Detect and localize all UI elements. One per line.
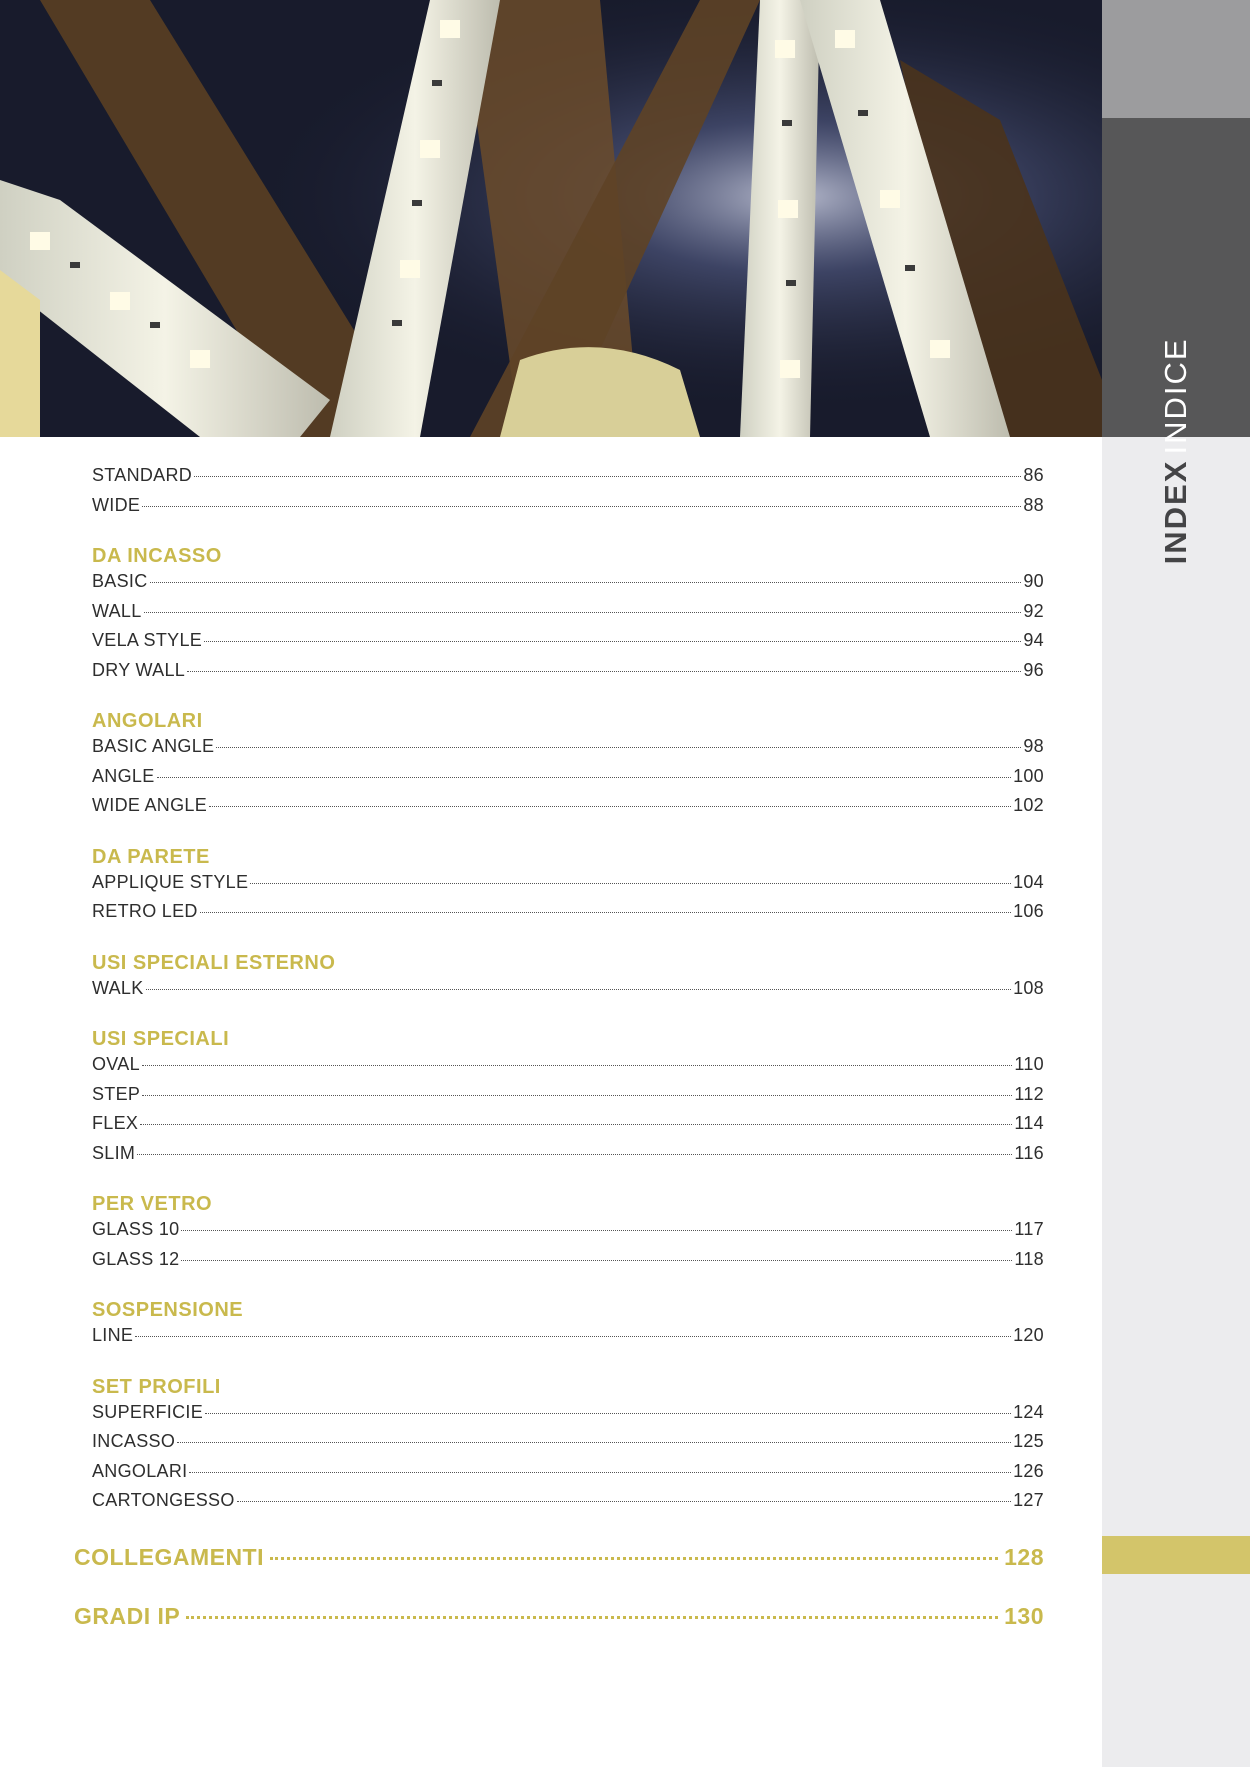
toc-entry-label: VELA STYLE — [92, 630, 203, 650]
toc-entry-page: 110 — [1014, 1054, 1044, 1074]
toc-major-page: 130 — [1004, 1603, 1044, 1629]
toc-entry-page: 116 — [1014, 1142, 1044, 1163]
leader-dots — [157, 777, 1012, 778]
toc-entry[interactable] — [92, 630, 1044, 660]
leader-dots — [270, 1557, 998, 1560]
sidebar-top-block — [1102, 0, 1250, 118]
toc-entry[interactable] — [92, 465, 1044, 495]
toc-entry-label: APPLIQUE STYLE — [92, 871, 249, 892]
toc-entry[interactable] — [92, 901, 1044, 931]
leader-dots — [216, 747, 1021, 748]
toc-entry-page: 118 — [1014, 1248, 1044, 1269]
toc-entry[interactable] — [92, 1431, 1044, 1461]
led-strip-illustration — [0, 0, 1102, 437]
toc-entry[interactable] — [92, 1249, 1044, 1279]
toc-major-label: GRADI IP — [74, 1603, 181, 1629]
toc-entry-page: 94 — [1023, 630, 1044, 650]
toc-entry-page: 120 — [1013, 1325, 1044, 1345]
toc-entry-page: 126 — [1013, 1460, 1044, 1481]
toc-entry-label: WALK — [92, 977, 144, 998]
toc-entry-label: BASIC — [92, 571, 148, 591]
toc-entry-page: 106 — [1013, 901, 1044, 921]
leader-dots — [144, 612, 1022, 613]
sidebar-label-indice: INDICE — [1158, 337, 1193, 455]
sidebar-tab — [1102, 0, 1250, 1767]
leader-dots — [135, 1336, 1011, 1337]
toc-entry[interactable] — [92, 1325, 1044, 1355]
toc-entry-page: 88 — [1023, 494, 1044, 515]
toc-entry-page: 112 — [1014, 1083, 1044, 1104]
toc-entry-page: 127 — [1013, 1490, 1044, 1510]
sidebar-label-index: INDEX — [1158, 459, 1193, 565]
toc-entry[interactable] — [92, 495, 1044, 525]
leader-dots — [200, 912, 1011, 913]
toc-entry-label: SLIM — [92, 1142, 136, 1163]
toc-entry-label: BASIC ANGLE — [92, 736, 215, 756]
toc-entry-page: 117 — [1014, 1219, 1044, 1239]
leader-dots — [204, 641, 1021, 642]
leader-dots — [205, 1413, 1011, 1414]
toc-entry-label: SUPERFICIE — [92, 1401, 204, 1422]
leader-dots — [181, 1260, 1012, 1261]
leader-dots — [186, 1616, 998, 1619]
toc-section-title: SET PROFILI — [92, 1375, 221, 1398]
sidebar-dark-block — [1102, 118, 1250, 455]
leader-dots — [189, 1472, 1011, 1473]
toc-entry-page: 102 — [1013, 795, 1044, 815]
toc-entry[interactable] — [92, 1054, 1044, 1084]
toc-entry-page: 114 — [1014, 1113, 1044, 1133]
toc-entry[interactable] — [92, 660, 1044, 690]
toc-entry-label: ANGLE — [92, 765, 155, 786]
toc-entry-label: STANDARD — [92, 465, 193, 485]
table-of-contents — [92, 465, 1044, 1520]
toc-entry[interactable] — [92, 1219, 1044, 1249]
toc-entry[interactable] — [92, 1113, 1044, 1143]
toc-entry-label: LINE — [92, 1325, 134, 1345]
leader-dots — [137, 1154, 1012, 1155]
toc-entry[interactable] — [92, 601, 1044, 631]
toc-entry[interactable] — [92, 1143, 1044, 1173]
leader-dots — [181, 1230, 1012, 1231]
toc-entry[interactable] — [92, 1402, 1044, 1432]
toc-entry-label: OVAL — [92, 1054, 140, 1074]
toc-entry-page: 124 — [1013, 1401, 1044, 1422]
toc-entry-label: WIDE — [92, 494, 141, 515]
leader-dots — [187, 671, 1021, 672]
leader-dots — [142, 1095, 1012, 1096]
toc-entry-label: DRY WALL — [92, 659, 186, 680]
toc-entry-page: 125 — [1013, 1431, 1044, 1451]
toc-entry-label: STEP — [92, 1083, 141, 1104]
toc-entry-page: 92 — [1023, 600, 1044, 621]
toc-entry-page: 104 — [1013, 871, 1044, 892]
toc-entry-page: 100 — [1013, 765, 1044, 786]
toc-major-label: COLLEGAMENTI — [74, 1544, 264, 1570]
toc-entry[interactable] — [92, 766, 1044, 796]
toc-entry-page: 108 — [1013, 977, 1044, 998]
toc-entry-page: 86 — [1023, 465, 1044, 485]
leader-dots — [237, 1501, 1011, 1502]
toc-entry[interactable] — [92, 1084, 1044, 1114]
toc-entry-label: WIDE ANGLE — [92, 795, 208, 815]
leader-dots — [177, 1442, 1011, 1443]
toc-section-title: SOSPENSIONE — [92, 1299, 244, 1321]
hero-photo-led-strips — [0, 0, 1102, 437]
toc-section-title: PER VETRO — [92, 1193, 213, 1215]
toc-entry-label: CARTONGESSO — [92, 1490, 235, 1510]
toc-entry-label: INCASSO — [92, 1431, 176, 1451]
toc-section-title: USI SPECIALI ESTERNO — [92, 951, 336, 974]
toc-section-title: USI SPECIALI — [92, 1028, 230, 1050]
leader-dots — [150, 582, 1022, 583]
toc-entry-page: 96 — [1023, 659, 1044, 680]
toc-entry[interactable] — [92, 795, 1044, 825]
toc-entry-label: GLASS 10 — [92, 1219, 180, 1239]
toc-entry[interactable] — [92, 872, 1044, 902]
toc-section-title: ANGOLARI — [92, 710, 203, 732]
toc-entry-label: RETRO LED — [92, 901, 198, 921]
leader-dots — [146, 989, 1012, 990]
toc-entry[interactable] — [92, 736, 1044, 766]
toc-entry[interactable] — [92, 1461, 1044, 1491]
leader-dots — [140, 1124, 1012, 1125]
leader-dots — [194, 476, 1021, 477]
toc-entry-label: GLASS 12 — [92, 1248, 180, 1269]
toc-section-title: DA PARETE — [92, 845, 210, 868]
toc-entry-page: 90 — [1023, 571, 1044, 591]
toc-section-title: DA INCASSO — [92, 545, 222, 567]
sidebar-accent-bar — [1102, 1536, 1250, 1574]
leader-dots — [209, 806, 1011, 807]
toc-entry[interactable] — [92, 571, 1044, 601]
toc-entry-label: FLEX — [92, 1113, 139, 1133]
leader-dots — [142, 1065, 1013, 1066]
toc-major-page: 128 — [1004, 1544, 1044, 1570]
leader-dots — [250, 883, 1011, 884]
toc-entry-label: ANGOLARI — [92, 1460, 188, 1481]
toc-major-entry-gradi-ip[interactable] — [74, 1603, 1044, 1630]
toc-major-entry-collegamenti[interactable] — [74, 1544, 1044, 1571]
toc-entry-label: WALL — [92, 600, 142, 621]
toc-entry[interactable] — [92, 1490, 1044, 1520]
toc-entry-page: 98 — [1023, 736, 1044, 756]
toc-entry[interactable] — [92, 978, 1044, 1008]
leader-dots — [142, 506, 1021, 507]
